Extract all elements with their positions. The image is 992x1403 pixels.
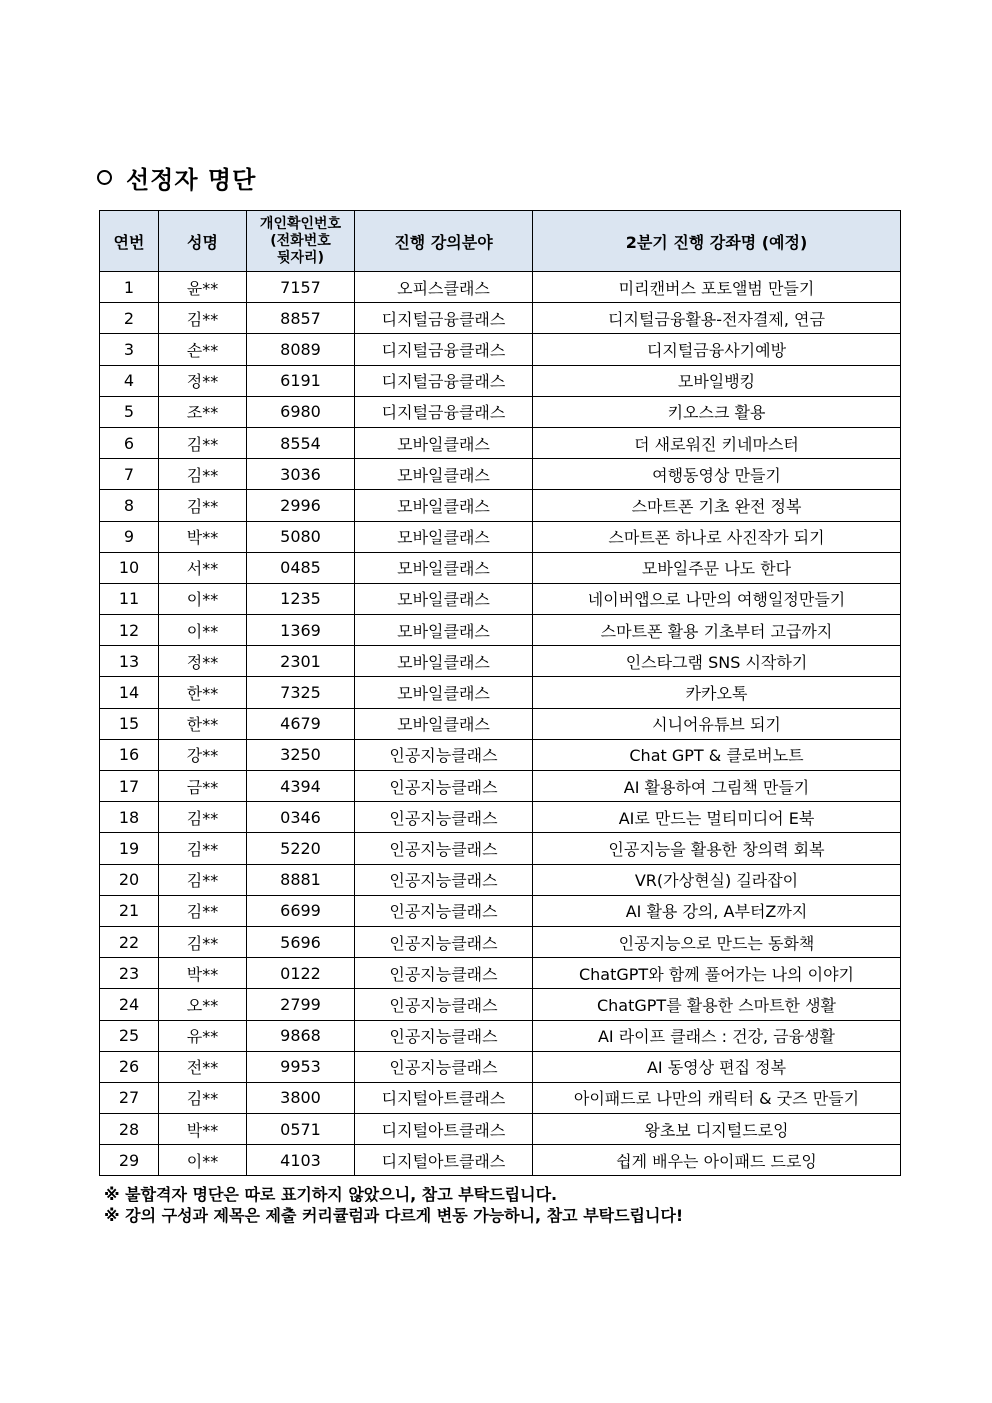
cell-course: 디지털금융활용-전자결제, 연금 xyxy=(533,303,901,334)
cell-course: AI로 만드는 멀티미디어 E북 xyxy=(533,802,901,833)
cell-name: 서** xyxy=(159,552,247,583)
cell-id: 9868 xyxy=(247,1020,355,1051)
cell-name: 김** xyxy=(159,895,247,926)
cell-name: 박** xyxy=(159,1114,247,1145)
cell-course: 왕초보 디지털드로잉 xyxy=(533,1114,901,1145)
cell-id: 5696 xyxy=(247,926,355,957)
cell-name: 조** xyxy=(159,396,247,427)
table-row xyxy=(100,1082,901,1113)
cell-no: 28 xyxy=(100,1114,159,1145)
cell-field: 모바일클래스 xyxy=(355,677,533,708)
selection-table xyxy=(99,210,901,1176)
cell-no: 1 xyxy=(100,272,159,303)
cell-no: 21 xyxy=(100,895,159,926)
table-row xyxy=(100,303,901,334)
table-row xyxy=(100,1051,901,1082)
cell-field: 인공지능클래스 xyxy=(355,989,533,1020)
cell-field: 디지털아트클래스 xyxy=(355,1114,533,1145)
cell-course: VR(가상현실) 길라잡이 xyxy=(533,864,901,895)
cell-id: 5080 xyxy=(247,521,355,552)
table-row xyxy=(100,739,901,770)
cell-field: 모바일클래스 xyxy=(355,552,533,583)
cell-no: 25 xyxy=(100,1020,159,1051)
cell-course: 인스타그램 SNS 시작하기 xyxy=(533,646,901,677)
cell-id: 1369 xyxy=(247,615,355,646)
table-row xyxy=(100,615,901,646)
table-row xyxy=(100,490,901,521)
cell-no: 11 xyxy=(100,583,159,614)
cell-name: 한** xyxy=(159,708,247,739)
cell-name: 오** xyxy=(159,989,247,1020)
table-row xyxy=(100,833,901,864)
cell-field: 인공지능클래스 xyxy=(355,802,533,833)
cell-course: ChatGPT와 함께 풀어가는 나의 이야기 xyxy=(533,958,901,989)
cell-id: 9953 xyxy=(247,1051,355,1082)
cell-field: 모바일클래스 xyxy=(355,646,533,677)
cell-name: 이** xyxy=(159,583,247,614)
cell-field: 인공지능클래스 xyxy=(355,864,533,895)
cell-no: 18 xyxy=(100,802,159,833)
circle-bullet-icon xyxy=(97,170,112,185)
table-row xyxy=(100,677,901,708)
table-row xyxy=(100,708,901,739)
cell-no: 9 xyxy=(100,521,159,552)
cell-no: 29 xyxy=(100,1145,159,1176)
cell-name: 한** xyxy=(159,677,247,708)
cell-no: 20 xyxy=(100,864,159,895)
cell-no: 13 xyxy=(100,646,159,677)
cell-course: 스마트폰 하나로 사진작가 되기 xyxy=(533,521,901,552)
cell-no: 4 xyxy=(100,365,159,396)
cell-id: 8089 xyxy=(247,334,355,365)
cell-id: 0346 xyxy=(247,802,355,833)
table-header-row xyxy=(100,211,901,272)
cell-no: 27 xyxy=(100,1082,159,1113)
cell-name: 김** xyxy=(159,490,247,521)
note-2: ※ 강의 구성과 제목은 제출 커리큘럼과 다르게 변동 가능하니, 참고 부탁드립니다! xyxy=(104,1206,684,1225)
cell-course: 디지털금융사기예방 xyxy=(533,334,901,365)
cell-field: 모바일클래스 xyxy=(355,708,533,739)
page-title: 선정자 명단 xyxy=(126,165,257,194)
table-row xyxy=(100,334,901,365)
cell-id: 2301 xyxy=(247,646,355,677)
cell-name: 전** xyxy=(159,1051,247,1082)
table-row xyxy=(100,583,901,614)
cell-no: 17 xyxy=(100,771,159,802)
cell-no: 26 xyxy=(100,1051,159,1082)
cell-name: 김** xyxy=(159,303,247,334)
cell-id: 6699 xyxy=(247,895,355,926)
cell-field: 인공지능클래스 xyxy=(355,958,533,989)
table-row xyxy=(100,958,901,989)
cell-name: 정** xyxy=(159,365,247,396)
cell-course: ChatGPT를 활용한 스마트한 생활 xyxy=(533,989,901,1020)
cell-id: 0485 xyxy=(247,552,355,583)
cell-no: 3 xyxy=(100,334,159,365)
cell-course: 카카오톡 xyxy=(533,677,901,708)
cell-course: 모바일주문 나도 한다 xyxy=(533,552,901,583)
cell-course: 키오스크 활용 xyxy=(533,396,901,427)
cell-field: 인공지능클래스 xyxy=(355,1020,533,1051)
table-row xyxy=(100,272,901,303)
cell-course: 인공지능으로 만드는 동화책 xyxy=(533,926,901,957)
cell-field: 모바일클래스 xyxy=(355,583,533,614)
table-row xyxy=(100,1020,901,1051)
cell-field: 디지털금융클래스 xyxy=(355,365,533,396)
cell-no: 24 xyxy=(100,989,159,1020)
cell-course: 인공지능을 활용한 창의력 회복 xyxy=(533,833,901,864)
table-row xyxy=(100,1114,901,1145)
cell-no: 22 xyxy=(100,926,159,957)
cell-field: 디지털금융클래스 xyxy=(355,334,533,365)
cell-id: 4679 xyxy=(247,708,355,739)
cell-course: 미리캔버스 포토앨범 만들기 xyxy=(533,272,901,303)
cell-course: 네이버앱으로 나만의 여행일정만들기 xyxy=(533,583,901,614)
cell-name: 이** xyxy=(159,615,247,646)
table-row xyxy=(100,771,901,802)
cell-no: 16 xyxy=(100,739,159,770)
table-row xyxy=(100,646,901,677)
cell-field: 디지털금융클래스 xyxy=(355,396,533,427)
cell-id: 6191 xyxy=(247,365,355,396)
cell-id: 2996 xyxy=(247,490,355,521)
cell-field: 인공지능클래스 xyxy=(355,895,533,926)
cell-name: 김** xyxy=(159,864,247,895)
table-row xyxy=(100,552,901,583)
table-row xyxy=(100,1145,901,1176)
cell-id: 0122 xyxy=(247,958,355,989)
header-id-line2: (전화번호 xyxy=(270,232,331,249)
cell-field: 인공지능클래스 xyxy=(355,833,533,864)
header-course: 2분기 진행 강좌명 (예정) xyxy=(533,211,901,272)
cell-no: 19 xyxy=(100,833,159,864)
cell-name: 김** xyxy=(159,427,247,458)
cell-course: 아이패드로 나만의 캐릭터 & 굿즈 만들기 xyxy=(533,1082,901,1113)
cell-no: 23 xyxy=(100,958,159,989)
cell-no: 7 xyxy=(100,459,159,490)
cell-course: 스마트폰 기초 완전 정복 xyxy=(533,490,901,521)
cell-field: 오피스클래스 xyxy=(355,272,533,303)
cell-id: 0571 xyxy=(247,1114,355,1145)
cell-course: 시니어유튜브 되기 xyxy=(533,708,901,739)
table-row xyxy=(100,521,901,552)
cell-id: 4103 xyxy=(247,1145,355,1176)
table-row xyxy=(100,459,901,490)
page-title-block xyxy=(97,160,256,194)
cell-course: 더 새로워진 키네마스터 xyxy=(533,427,901,458)
cell-name: 김** xyxy=(159,926,247,957)
cell-no: 8 xyxy=(100,490,159,521)
cell-field: 모바일클래스 xyxy=(355,615,533,646)
header-id xyxy=(247,211,355,272)
cell-no: 10 xyxy=(100,552,159,583)
cell-id: 3250 xyxy=(247,739,355,770)
cell-id: 3800 xyxy=(247,1082,355,1113)
table-row xyxy=(100,365,901,396)
cell-id: 3036 xyxy=(247,459,355,490)
cell-course: AI 활용하여 그림책 만들기 xyxy=(533,771,901,802)
table-row xyxy=(100,396,901,427)
cell-id: 7157 xyxy=(247,272,355,303)
header-no: 연번 xyxy=(100,211,159,272)
cell-id: 7325 xyxy=(247,677,355,708)
cell-name: 정** xyxy=(159,646,247,677)
cell-name: 박** xyxy=(159,958,247,989)
cell-course: 여행동영상 만들기 xyxy=(533,459,901,490)
cell-course: AI 동영상 편집 정복 xyxy=(533,1051,901,1082)
cell-field: 인공지능클래스 xyxy=(355,771,533,802)
cell-id: 4394 xyxy=(247,771,355,802)
table-row xyxy=(100,802,901,833)
cell-name: 유** xyxy=(159,1020,247,1051)
cell-no: 14 xyxy=(100,677,159,708)
table-row xyxy=(100,864,901,895)
cell-name: 김** xyxy=(159,802,247,833)
cell-course: Chat GPT & 클로버노트 xyxy=(533,739,901,770)
cell-id: 5220 xyxy=(247,833,355,864)
table-row xyxy=(100,926,901,957)
notes xyxy=(104,1184,683,1226)
cell-course: 쉽게 배우는 아이패드 드로잉 xyxy=(533,1145,901,1176)
cell-name: 김** xyxy=(159,1082,247,1113)
cell-field: 모바일클래스 xyxy=(355,427,533,458)
cell-course: 모바일뱅킹 xyxy=(533,365,901,396)
cell-id: 1235 xyxy=(247,583,355,614)
cell-name: 이** xyxy=(159,1145,247,1176)
header-field: 진행 강의분야 xyxy=(355,211,533,272)
table-row xyxy=(100,427,901,458)
cell-name: 윤** xyxy=(159,272,247,303)
cell-id: 8881 xyxy=(247,864,355,895)
cell-field: 인공지능클래스 xyxy=(355,1051,533,1082)
cell-field: 디지털금융클래스 xyxy=(355,303,533,334)
cell-no: 15 xyxy=(100,708,159,739)
cell-no: 12 xyxy=(100,615,159,646)
table-row xyxy=(100,895,901,926)
cell-field: 디지털아트클래스 xyxy=(355,1082,533,1113)
cell-id: 2799 xyxy=(247,989,355,1020)
cell-course: 스마트폰 활용 기초부터 고급까지 xyxy=(533,615,901,646)
header-name: 성명 xyxy=(159,211,247,272)
cell-field: 인공지능클래스 xyxy=(355,926,533,957)
cell-name: 김** xyxy=(159,459,247,490)
header-id-line3: 뒷자리) xyxy=(277,249,324,266)
cell-id: 8857 xyxy=(247,303,355,334)
table-body xyxy=(100,272,901,1176)
cell-no: 5 xyxy=(100,396,159,427)
cell-field: 모바일클래스 xyxy=(355,521,533,552)
header-id-line1: 개인확인번호 xyxy=(259,215,342,232)
cell-field: 디지털아트클래스 xyxy=(355,1145,533,1176)
cell-id: 6980 xyxy=(247,396,355,427)
cell-name: 박** xyxy=(159,521,247,552)
cell-name: 강** xyxy=(159,739,247,770)
cell-field: 인공지능클래스 xyxy=(355,739,533,770)
cell-id: 8554 xyxy=(247,427,355,458)
cell-name: 금** xyxy=(159,771,247,802)
cell-field: 모바일클래스 xyxy=(355,490,533,521)
table-row xyxy=(100,989,901,1020)
cell-no: 6 xyxy=(100,427,159,458)
cell-field: 모바일클래스 xyxy=(355,459,533,490)
cell-course: AI 활용 강의, A부터Z까지 xyxy=(533,895,901,926)
note-1: ※ 불합격자 명단은 따로 표기하지 않았으니, 참고 부탁드립니다. xyxy=(104,1185,558,1204)
cell-course: AI 라이프 클래스 : 건강, 금융생활 xyxy=(533,1020,901,1051)
cell-name: 손** xyxy=(159,334,247,365)
cell-name: 김** xyxy=(159,833,247,864)
cell-no: 2 xyxy=(100,303,159,334)
